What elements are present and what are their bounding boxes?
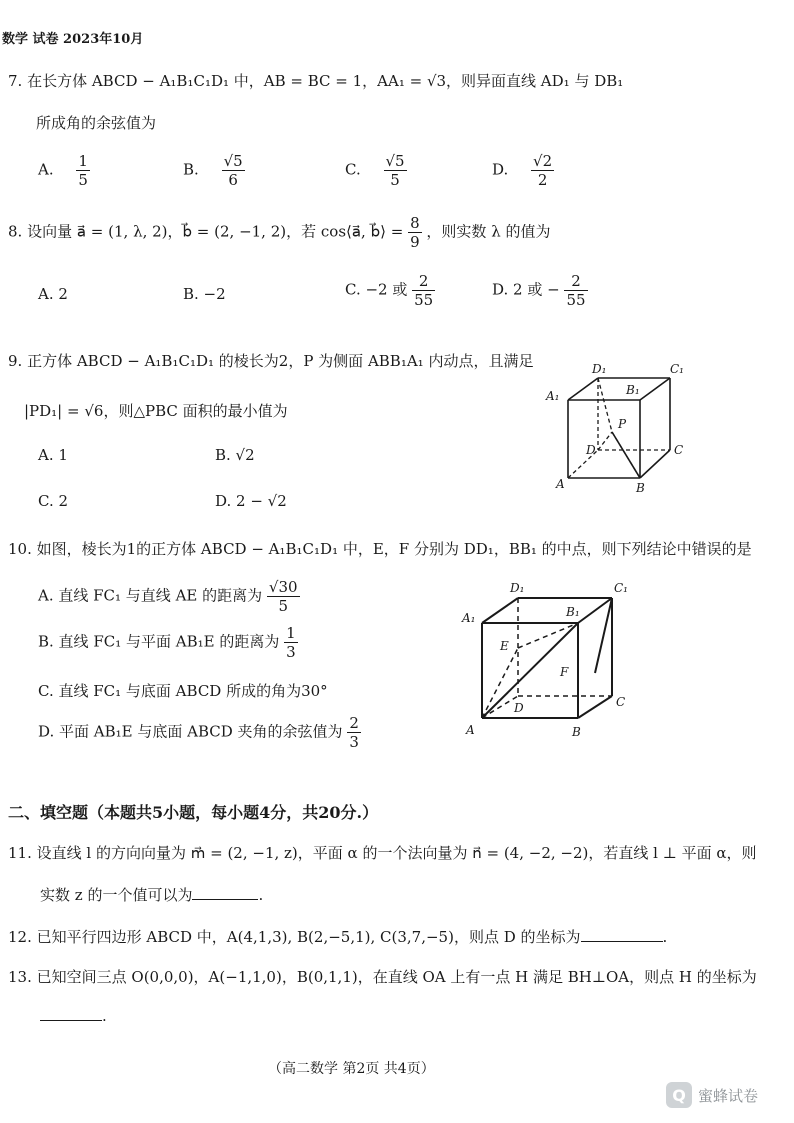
q10-option-b xyxy=(38,624,298,661)
frac-den: 55 xyxy=(414,291,434,309)
option-letter: A. xyxy=(38,160,54,179)
q8-option-a: A. 2 xyxy=(38,285,68,303)
q13-period: . xyxy=(102,1007,107,1025)
section-2-title: 二、填空题（本题共5小题，每小题4分，共20分.） xyxy=(8,803,379,822)
frac-num: √2 xyxy=(533,152,553,170)
label-d1: D₁ xyxy=(510,581,525,595)
frac-den: 5 xyxy=(278,597,288,615)
frac-den: 3 xyxy=(286,643,296,661)
option-letter: D. xyxy=(492,160,509,179)
frac-num: √5 xyxy=(385,152,405,170)
label-c1: C₁ xyxy=(670,362,684,376)
label-d: D xyxy=(586,443,596,457)
frac-den: 3 xyxy=(349,733,359,751)
q7-option-a xyxy=(38,152,90,189)
q7-option-b xyxy=(183,152,245,189)
q11-text: 实数 z 的一个值可以为 xyxy=(40,886,193,904)
option-text: D. 平面 AB₁E 与底面 ABCD 夹角的余弦值为 xyxy=(38,722,343,741)
question-7-line2: 所成角的余弦值为 xyxy=(36,114,157,132)
option-text: B. 直线 FC₁ 与平面 AB₁E 的距离为 xyxy=(38,632,280,651)
frac-num: 2 xyxy=(564,272,587,291)
answer-blank[interactable] xyxy=(581,927,663,942)
label-c: C xyxy=(616,695,626,709)
label-b: B xyxy=(636,481,645,495)
q9-option-c: C. 2 xyxy=(38,492,69,510)
label-a: A xyxy=(556,477,565,491)
q9-option-b: B. √2 xyxy=(215,446,255,464)
q11-period: . xyxy=(258,886,264,904)
option-text: D. 2 或 − xyxy=(492,280,560,299)
question-12 xyxy=(8,926,667,947)
label-e: E xyxy=(500,639,509,653)
q9-option-d: D. 2 − √2 xyxy=(215,492,287,510)
frac-den: 55 xyxy=(566,291,586,309)
option-text: C. −2 或 xyxy=(345,280,408,299)
q8-text-post: ，则实数 λ 的值为 xyxy=(426,222,551,241)
q9-cube-figure xyxy=(540,360,700,500)
option-text: A. 直线 FC₁ 与直线 AE 的距离为 xyxy=(38,586,263,605)
watermark-logo-icon: Q xyxy=(666,1082,692,1108)
q12-period: . xyxy=(662,928,668,946)
question-13-line1: 13. 已知空间三点 O(0,0,0)，A(−1,1,0)，B(0,1,1)，在直线 OA 上有一点 H 满足 BH⊥OA，则点 H 的坐标为 xyxy=(8,968,757,986)
q12-text: 12. 已知平行四边形 ABCD 中，A(4,1,3), B(2,−5,1), C(3,7,−5)，则点 D 的坐标为 xyxy=(8,928,581,946)
question-13-line2 xyxy=(40,1006,107,1025)
q8-text-pre: 8. 设向量 a⃗ = (1, λ, 2)，b⃗ = (2, −1, 2)，若 cos⟨a⃗, b⃗⟩ = xyxy=(8,222,404,241)
label-b1: B₁ xyxy=(566,605,580,619)
answer-blank[interactable] xyxy=(40,1006,102,1021)
label-c: C xyxy=(674,443,684,457)
frac-num: 2 xyxy=(412,272,435,291)
q10-cube-figure xyxy=(460,578,640,743)
label-a1: A₁ xyxy=(546,389,560,403)
watermark xyxy=(666,1082,758,1108)
frac-num: 1 xyxy=(78,152,88,170)
question-9-line1: 9. 正方体 ABCD − A₁B₁C₁D₁ 的棱长为2，P 为侧面 ABB₁A₁ 内动点，且满足 xyxy=(8,352,534,370)
page-header: 数学 试卷 2023年10月 xyxy=(2,32,144,47)
frac-den: 5 xyxy=(78,171,88,189)
label-c1: C₁ xyxy=(614,581,628,595)
q10-option-c: C. 直线 FC₁ 与底面 ABCD 所成的角为30° xyxy=(38,682,328,700)
q7-option-c xyxy=(345,152,407,189)
frac-den: 5 xyxy=(390,171,400,189)
label-b: B xyxy=(572,725,581,739)
label-f: F xyxy=(560,665,569,679)
frac-num: 2 xyxy=(349,714,359,732)
question-11-line2 xyxy=(40,884,263,905)
frac-num: √5 xyxy=(223,152,243,170)
frac-den: 2 xyxy=(537,171,548,189)
q8-option-b: B. −2 xyxy=(183,285,226,303)
q9-option-a: A. 1 xyxy=(38,446,68,464)
label-d: D xyxy=(514,701,524,715)
option-letter: C. xyxy=(345,160,361,179)
q10-option-d xyxy=(38,714,361,751)
frac-den: 6 xyxy=(228,171,238,189)
question-10: 10. 如图，棱长为1的正方体 ABCD − A₁B₁C₁D₁ 中，E，F 分别为 DD₁，BB₁ 的中点，则下列结论中错误的是 xyxy=(8,540,752,558)
label-b1: B₁ xyxy=(626,383,640,397)
label-a1: A₁ xyxy=(462,611,476,625)
frac-num: 8 xyxy=(410,214,420,232)
q8-option-d xyxy=(492,272,588,309)
frac-num: 1 xyxy=(286,624,296,642)
question-9-line2: |PD₁| = √6，则△PBC 面积的最小值为 xyxy=(24,402,288,420)
label-a: A xyxy=(466,723,475,737)
label-d1: D₁ xyxy=(592,362,607,376)
frac-num: √30 xyxy=(268,578,298,596)
question-8 xyxy=(8,214,550,251)
q7-option-d xyxy=(492,152,554,189)
page-footer: （高二数学 第2页 共4页） xyxy=(268,1061,435,1077)
option-letter: B. xyxy=(183,160,199,179)
watermark-text: 蜜蜂试卷 xyxy=(698,1086,759,1105)
label-p: P xyxy=(618,417,627,431)
frac-den: 9 xyxy=(410,233,420,251)
answer-blank[interactable] xyxy=(192,885,258,900)
question-11-line1: 11. 设直线 l 的方向向量为 m⃗ = (2, −1, z)，平面 α 的一个法向量为 n⃗ = (4, −2, −2)，若直线 l ⊥ 平面 α，则 xyxy=(8,844,757,862)
q8-option-c xyxy=(345,272,435,309)
q10-option-a xyxy=(38,578,300,615)
question-7-line1: 7. 在长方体 ABCD − A₁B₁C₁D₁ 中，AB = BC = 1，AA₁ = √3，则异面直线 AD₁ 与 DB₁ xyxy=(8,72,624,90)
